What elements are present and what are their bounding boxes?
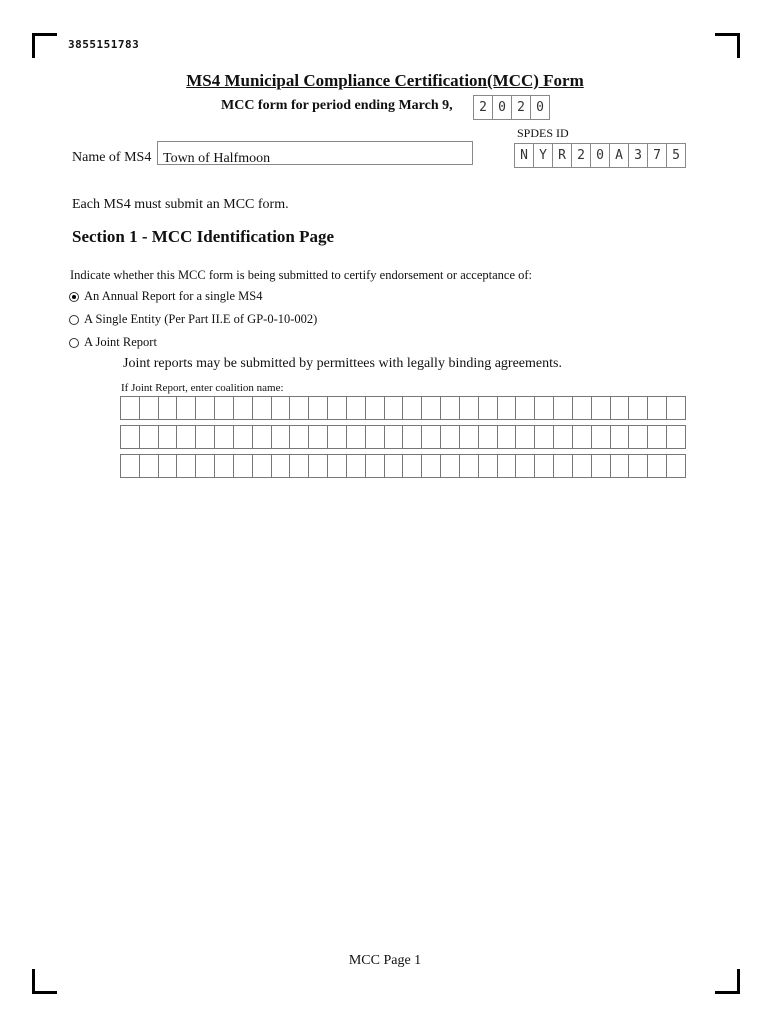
coalition-char-box[interactable] [253, 426, 272, 448]
coalition-char-box[interactable] [535, 397, 554, 419]
coalition-char-box[interactable] [648, 455, 667, 477]
coalition-char-box[interactable] [441, 426, 460, 448]
registration-mark-bottom-right [715, 969, 740, 994]
coalition-char-box[interactable] [309, 455, 328, 477]
spdes-char-box[interactable]: 2 [572, 143, 591, 168]
coalition-char-box[interactable] [592, 455, 611, 477]
coalition-char-box[interactable] [215, 397, 234, 419]
coalition-char-box[interactable] [234, 455, 253, 477]
spdes-char-box[interactable]: 3 [629, 143, 648, 168]
coalition-char-box[interactable] [159, 426, 178, 448]
coalition-char-box[interactable] [272, 455, 291, 477]
coalition-char-box[interactable] [234, 426, 253, 448]
coalition-char-box[interactable] [422, 426, 441, 448]
coalition-char-box[interactable] [366, 426, 385, 448]
coalition-char-box[interactable] [611, 397, 630, 419]
coalition-char-box[interactable] [309, 397, 328, 419]
spdes-char-box[interactable]: 0 [591, 143, 610, 168]
coalition-char-box[interactable] [629, 397, 648, 419]
spdes-char-box[interactable]: 5 [667, 143, 686, 168]
coalition-char-box[interactable] [667, 455, 685, 477]
coalition-char-box[interactable] [498, 455, 517, 477]
period-year-field[interactable] [473, 95, 550, 120]
spdes-id-label: SPDES ID [517, 126, 569, 140]
coalition-char-box[interactable] [328, 455, 347, 477]
year-digit-box[interactable]: 2 [474, 95, 493, 120]
coalition-char-box[interactable] [347, 397, 366, 419]
coalition-char-box[interactable] [253, 397, 272, 419]
section-heading: Section 1 - MCC Identification Page [72, 227, 335, 246]
spdes-char-box[interactable]: A [610, 143, 629, 168]
coalition-char-box[interactable] [648, 397, 667, 419]
document-id: 3855151783 [68, 38, 140, 51]
coalition-char-box[interactable] [573, 397, 592, 419]
joint-report-note: Joint reports may be submitted by permittees with legally binding agreements. [123, 356, 562, 371]
coalition-char-box[interactable] [573, 426, 592, 448]
coalition-char-box[interactable] [403, 426, 422, 448]
coalition-char-box[interactable] [403, 397, 422, 419]
coalition-char-box[interactable] [629, 455, 648, 477]
radio-unselected-icon[interactable] [69, 338, 79, 348]
coalition-char-box[interactable] [366, 455, 385, 477]
coalition-name-label: If Joint Report, enter coalition name: [121, 382, 284, 394]
registration-mark-top-right [715, 33, 740, 58]
coalition-char-box[interactable] [215, 426, 234, 448]
year-digit-box[interactable]: 0 [493, 95, 512, 120]
coalition-char-box[interactable] [196, 397, 215, 419]
option-label: A Joint Report [84, 335, 157, 349]
radio-unselected-icon[interactable] [69, 315, 79, 325]
instruction-text: Each MS4 must submit an MCC form. [72, 197, 289, 212]
ms4-name-input[interactable]: Town of Halfmoon [157, 141, 473, 165]
radio-selected-icon[interactable] [69, 292, 79, 302]
coalition-char-box[interactable] [460, 397, 479, 419]
option-label: An Annual Report for a single MS4 [84, 289, 263, 303]
coalition-char-box[interactable] [215, 455, 234, 477]
option-single-entity[interactable] [69, 312, 317, 327]
certification-prompt: Indicate whether this MCC form is being submitted to certify endorsement or acceptance of: [70, 268, 533, 282]
coalition-char-box[interactable] [554, 426, 573, 448]
coalition-name-line-3[interactable] [120, 454, 686, 478]
coalition-char-box[interactable] [385, 455, 404, 477]
coalition-char-box[interactable] [159, 455, 178, 477]
spdes-id-field[interactable] [514, 143, 686, 168]
coalition-char-box[interactable] [140, 397, 159, 419]
coalition-char-box[interactable] [385, 397, 404, 419]
option-label: A Single Entity (Per Part II.E of GP-0-10-002) [84, 312, 318, 326]
coalition-char-box[interactable] [121, 397, 140, 419]
coalition-char-box[interactable] [140, 455, 159, 477]
coalition-char-box[interactable] [554, 455, 573, 477]
ms4-name-label: Name of MS4 [72, 150, 152, 165]
spdes-char-box[interactable]: 7 [648, 143, 667, 168]
coalition-name-line-2[interactable] [120, 425, 686, 449]
period-label: MCC form for period ending March 9, [221, 98, 453, 113]
coalition-char-box[interactable] [121, 426, 140, 448]
coalition-char-box[interactable] [290, 397, 309, 419]
coalition-char-box[interactable] [234, 397, 253, 419]
coalition-char-box[interactable] [290, 426, 309, 448]
coalition-char-box[interactable] [177, 397, 196, 419]
coalition-char-box[interactable] [290, 455, 309, 477]
coalition-char-box[interactable] [328, 426, 347, 448]
coalition-char-box[interactable] [347, 455, 366, 477]
coalition-char-box[interactable] [479, 426, 498, 448]
coalition-char-box[interactable] [121, 455, 140, 477]
coalition-char-box[interactable] [328, 397, 347, 419]
year-digit-box[interactable]: 2 [512, 95, 531, 120]
coalition-char-box[interactable] [611, 426, 630, 448]
coalition-char-box[interactable] [648, 426, 667, 448]
coalition-name-line-1[interactable] [120, 396, 686, 420]
coalition-char-box[interactable] [611, 455, 630, 477]
option-annual-report[interactable] [69, 289, 262, 304]
coalition-char-box[interactable] [196, 455, 215, 477]
coalition-char-box[interactable] [177, 426, 196, 448]
spdes-char-box[interactable]: Y [534, 143, 553, 168]
coalition-char-box[interactable] [272, 397, 291, 419]
coalition-char-box[interactable] [366, 397, 385, 419]
form-title: MS4 Municipal Compliance Certification(MCC) Form [186, 71, 584, 90]
coalition-char-box[interactable] [498, 426, 517, 448]
coalition-char-box[interactable] [422, 455, 441, 477]
coalition-char-box[interactable] [253, 455, 272, 477]
registration-mark-top-left [32, 33, 57, 58]
coalition-char-box[interactable] [159, 397, 178, 419]
coalition-char-box[interactable] [516, 455, 535, 477]
coalition-char-box[interactable] [573, 455, 592, 477]
coalition-char-box[interactable] [592, 397, 611, 419]
coalition-char-box[interactable] [309, 426, 328, 448]
coalition-char-box[interactable] [177, 455, 196, 477]
coalition-char-box[interactable] [385, 426, 404, 448]
page-footer: MCC Page 1 [348, 953, 422, 968]
coalition-char-box[interactable] [479, 397, 498, 419]
coalition-char-box[interactable] [667, 397, 685, 419]
coalition-char-box[interactable] [535, 426, 554, 448]
coalition-char-box[interactable] [554, 397, 573, 419]
coalition-char-box[interactable] [441, 397, 460, 419]
coalition-char-box[interactable] [460, 455, 479, 477]
coalition-char-box[interactable] [516, 426, 535, 448]
spdes-char-box[interactable]: N [515, 143, 534, 168]
registration-mark-bottom-left [32, 969, 57, 994]
year-digit-box[interactable]: 0 [531, 95, 550, 120]
coalition-char-box[interactable] [403, 455, 422, 477]
coalition-char-box[interactable] [498, 397, 517, 419]
spdes-char-box[interactable]: R [553, 143, 572, 168]
coalition-char-box[interactable] [422, 397, 441, 419]
coalition-char-box[interactable] [629, 426, 648, 448]
coalition-char-box[interactable] [272, 426, 291, 448]
coalition-char-box[interactable] [592, 426, 611, 448]
coalition-char-box[interactable] [347, 426, 366, 448]
coalition-char-box[interactable] [441, 455, 460, 477]
coalition-char-box[interactable] [460, 426, 479, 448]
coalition-char-box[interactable] [479, 455, 498, 477]
coalition-char-box[interactable] [667, 426, 685, 448]
option-joint-report[interactable] [69, 335, 157, 350]
coalition-char-box[interactable] [140, 426, 159, 448]
coalition-char-box[interactable] [196, 426, 215, 448]
coalition-char-box[interactable] [516, 397, 535, 419]
coalition-char-box[interactable] [535, 455, 554, 477]
